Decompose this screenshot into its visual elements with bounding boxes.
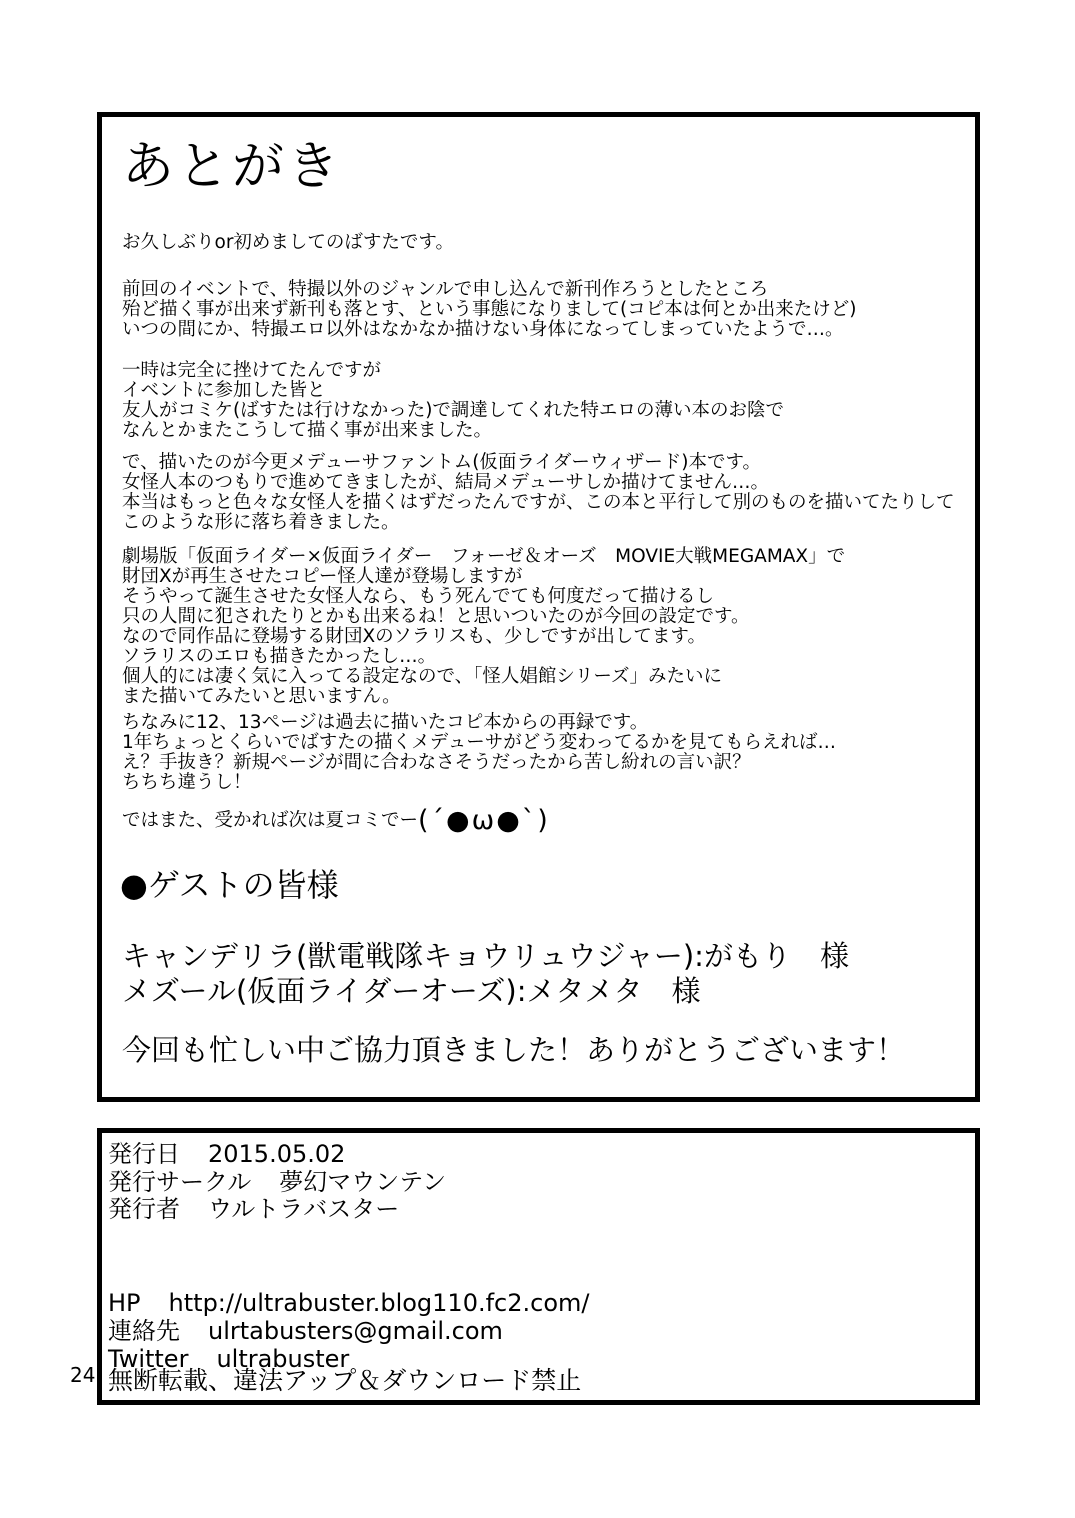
text-line: 只の人間に犯されたりとかも出来るね！と思いついたのが今回の設定です。 bbox=[122, 606, 750, 627]
text-line: ちなみに12、13ページは過去に描いたコピ本からの再録です。 bbox=[122, 712, 649, 733]
twitter-handle: ultrabuster bbox=[216, 1345, 350, 1373]
text-line: なので同作品に登場する財団Xのソラリスも、少しですが出してます。 bbox=[122, 626, 706, 647]
colophon-publication-block bbox=[108, 1141, 446, 1224]
homepage-url: http://ultrabuster.blog110.fc2.com/ bbox=[168, 1289, 590, 1317]
contact-row bbox=[108, 1317, 589, 1345]
circle-value: 夢幻マウンテン bbox=[279, 1167, 447, 1196]
contact-label: 連絡先 bbox=[108, 1317, 180, 1345]
text-line: 女怪人本のつもりで進めてきましたが、結局メデューサしか描けてません…。 bbox=[122, 472, 769, 493]
text-line: 1年ちょっとくらいでばすたの描くメデューサがどう変わってるかを見てもらえれば… bbox=[122, 732, 837, 753]
text-line: いつの間にか、特撮エロ以外はなかなか描けない身体になってしまっていたようで…。 bbox=[122, 319, 844, 340]
text-line: え？手抜き？新規ページが間に合わなさそうだったから苦し紛れの言い訳？ bbox=[122, 752, 751, 773]
text-line: なんとかまたこうして描く事が出来ました。 bbox=[122, 420, 493, 441]
text-line: で、描いたのが今更メデューサファントム(仮面ライダーウィザード)本です。 bbox=[122, 452, 761, 473]
publisher-row bbox=[108, 1196, 446, 1224]
text-line: 財団Xが再生させたコピー怪人達が登場しますが bbox=[122, 566, 523, 587]
publish-date-value: 2015.05.02 bbox=[208, 1140, 346, 1168]
guest-credit-line: メズール(仮面ライダーオーズ):メタメタ 様 bbox=[122, 974, 701, 1008]
afterword-paragraph bbox=[122, 547, 845, 707]
text-line: イベントに参加した皆と bbox=[122, 380, 326, 401]
text-line: 劇場版「仮面ライダー×仮面ライダー フォーゼ＆オーズ MOVIE大戦MEGAMAX」で bbox=[122, 546, 846, 567]
closing-text: ではまた、受かれば次は夏コミでー bbox=[122, 810, 419, 831]
publish-date-label: 発行日 bbox=[108, 1140, 180, 1168]
guest-credits bbox=[122, 939, 849, 1009]
text-line: 一時は完全に挫けてたんですが bbox=[122, 360, 382, 381]
text-line: お久しぶりor初めましてのばすたです。 bbox=[122, 232, 454, 253]
text-line: 個人的には凄く気に入ってる設定なので、「怪人娼館シリーズ」みたいに bbox=[122, 666, 722, 687]
afterword-paragraph bbox=[122, 280, 856, 340]
twitter-label: Twitter bbox=[108, 1345, 189, 1373]
text-line: 友人がコミケ(ばすたは行けなかった)で調達してくれた特エロの薄い本のお陰で bbox=[122, 400, 784, 421]
text-line: 前回のイベントで、特撮以外のジャンルで申し込んで新刊作ろうとしたところ bbox=[122, 279, 769, 300]
afterword-paragraph bbox=[122, 713, 836, 793]
circle-row bbox=[108, 1169, 446, 1197]
colophon-contact-block bbox=[108, 1289, 589, 1373]
homepage-label: HP bbox=[108, 1289, 141, 1317]
circle-label: 発行サークル bbox=[108, 1167, 252, 1196]
colophon-section bbox=[97, 1128, 980, 1405]
text-line: 殆ど描く事が出来ず新刊も落とす、という事態になりまして(コピ本は何とか出来たけど) bbox=[122, 299, 857, 320]
afterword-paragraph bbox=[122, 453, 955, 533]
afterword-paragraph bbox=[122, 233, 454, 253]
guest-thanks: 今回も忙しい中ご協力頂きました！ありがとうございます！ bbox=[122, 1033, 906, 1067]
text-line: 本当はもっと色々な女怪人を描くはずだったんですが、この本と平行して別のものを描いてたりして bbox=[122, 492, 955, 513]
text-line: そうやって誕生させた女怪人なら、もう死んでても何度だって描けるし bbox=[122, 586, 715, 607]
afterword-title: あとがき bbox=[122, 137, 343, 197]
page-number: 24 bbox=[70, 1363, 96, 1387]
text-line: ソラリスのエロも描きたかったし…。 bbox=[122, 646, 437, 667]
afterword-paragraph bbox=[122, 361, 784, 441]
publisher-value: ウルトラバスター bbox=[208, 1195, 400, 1223]
copyright-notice: 無断転載、違法アップ＆ダウンロード禁止 bbox=[108, 1366, 582, 1395]
text-line: ちちち違うし！ bbox=[122, 772, 252, 793]
publish-date-row bbox=[108, 1141, 446, 1169]
contact-email: ulrtabusters@gmail.com bbox=[208, 1317, 503, 1345]
publisher-label: 発行者 bbox=[108, 1195, 180, 1223]
guest-heading: ●ゲストの皆様 bbox=[120, 866, 339, 904]
closing-line bbox=[122, 805, 550, 836]
closing-emoticon: (´●ω●`) bbox=[418, 805, 550, 836]
text-line: また描いてみたいと思いますん。 bbox=[122, 686, 401, 707]
afterword-section bbox=[97, 112, 980, 1102]
text-line: このような形に落ち着きました。 bbox=[122, 512, 400, 533]
guest-credit-line: キャンデリラ(獣電戦隊キョウリュウジャー):がもり 様 bbox=[122, 939, 849, 973]
homepage-row bbox=[108, 1289, 589, 1317]
